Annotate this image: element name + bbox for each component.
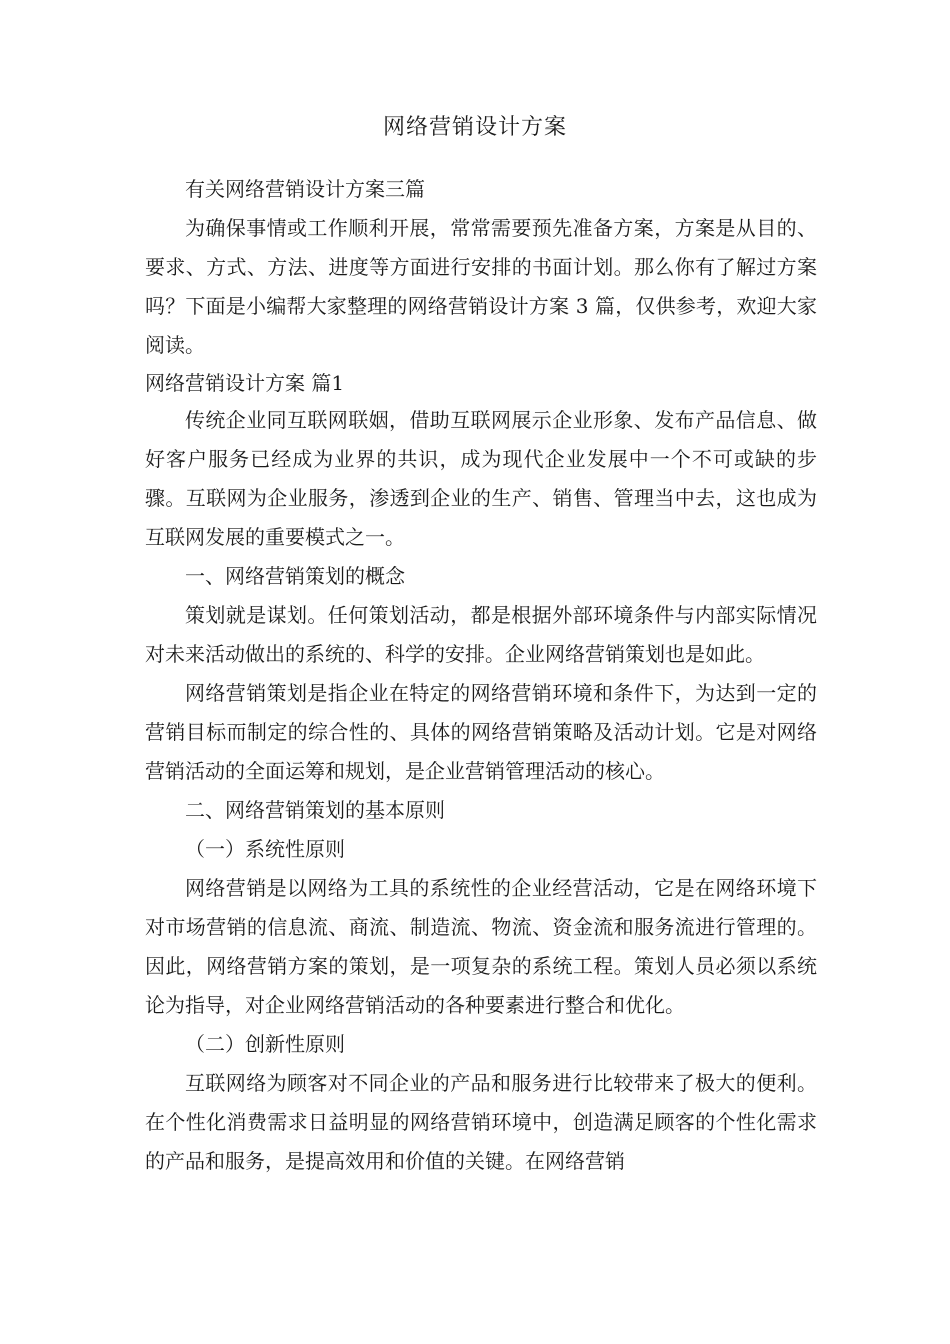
body-paragraph: 网络营销是以网络为工具的系统性的企业经营活动，它是在网络环境下对市场营销的信息流、商流、制造流、物流、资金流和服务流进行管理的。因此，网络营销方案的策划，是一项复杂的系统工程。策划人员必须以系统论为指导，对企业网络营销活动的各种要素进行整合和优化。: [145, 876, 817, 1017]
document-title: 网络营销设计方案: [382, 115, 567, 140]
section-heading-1: 网络营销设计方案 篇1: [145, 371, 345, 395]
body-paragraph: 策划就是谋划。任何策划活动，都是根据外部环境条件与内部实际情况对未来活动做出的系统的、科学的安排。企业网络营销策划也是如此。: [145, 603, 817, 666]
section-heading: 一、网络营销策划的概念: [185, 564, 405, 588]
subsection-heading: （二）创新性原则: [185, 1032, 345, 1056]
document-body: [145, 170, 817, 1181]
body-paragraph: 互联网络为顾客对不同企业的产品和服务进行比较带来了极大的便利。在个性化消费需求日益明显的网络营销环境中，创造满足顾客的个性化需求的产品和服务，是提高效用和价值的关键。在网络营销: [145, 1071, 817, 1173]
intro-paragraph: 为确保事情或工作顺利开展，常常需要预先准备方案，方案是从目的、要求、方式、方法、进度等方面进行安排的书面计划。那么你有了解过方案吗？下面是小编帮大家整理的网络营销设计方案 3 篇，仅供参考，欢迎大家阅读。: [145, 216, 817, 357]
subsection-heading: （一）系统性原则: [185, 837, 345, 861]
section-heading: 二、网络营销策划的基本原则: [185, 798, 445, 822]
body-paragraph: 网络营销策划是指企业在特定的网络营销环境和条件下，为达到一定的营销目标而制定的综合性的、具体的网络营销策略及活动计划。它是对网络营销活动的全面运筹和规划，是企业营销管理活动的核心。: [145, 681, 817, 783]
body-paragraph: 传统企业同互联网联姻，借助互联网展示企业形象、发布产品信息、做好客户服务已经成为业界的共识，成为现代企业发展中一个不可或缺的步骤。互联网为企业服务，渗透到企业的生产、销售、管理当中去，这也成为互联网发展的重要模式之一。: [145, 408, 817, 549]
subtitle-paragraph: 有关网络营销设计方案三篇: [185, 177, 425, 201]
